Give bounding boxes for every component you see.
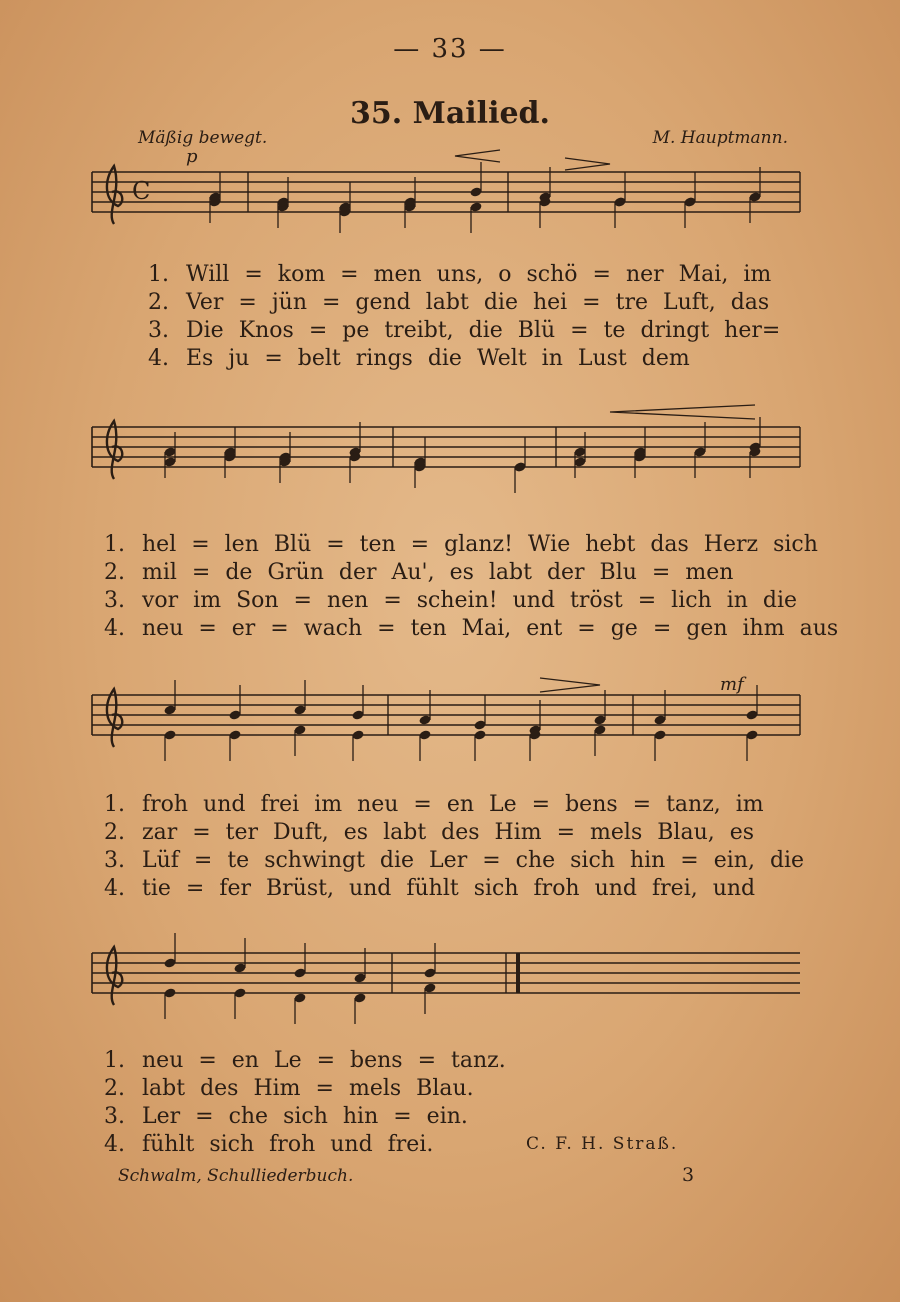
- verse-number: 3.: [104, 1104, 125, 1129]
- verse-line: [104, 1132, 433, 1157]
- verse-text: Ver = jün = gend labt die hei = tre Luft, das: [186, 290, 770, 315]
- verse-line: [104, 1076, 474, 1101]
- dynamic-marking: mf: [720, 674, 744, 695]
- treble-clef-icon: [107, 689, 122, 747]
- verse-line: [148, 290, 769, 315]
- verse-number: 3.: [104, 588, 125, 613]
- treble-clef-icon: [107, 947, 122, 1005]
- verse-text: Die Knos = pe treibt, die Blü = te dringt her=: [186, 318, 781, 343]
- verse-line: [104, 820, 754, 845]
- decrescendo-hairpin-icon: [565, 158, 610, 170]
- verse-line: [148, 346, 690, 371]
- verse-number: 4.: [104, 1132, 125, 1157]
- verse-number: 2.: [104, 1076, 125, 1101]
- verse-line: [104, 588, 797, 613]
- verse-number: 1.: [104, 792, 125, 817]
- verse-text: Lüf = te schwingt die Ler = che sich hin = ein, die: [142, 848, 805, 873]
- poet-credit: C. F. H. Straß.: [526, 1134, 679, 1154]
- verse-text: mil = de Grün der Au', es labt der Blu = men: [142, 560, 734, 585]
- page-number: — 33 —: [393, 34, 507, 64]
- verse-line: [104, 1104, 468, 1129]
- verse-number: 1.: [148, 262, 169, 287]
- treble-clef-icon: [107, 166, 122, 224]
- verse-text: Will = kom = men uns, o schö = ner Mai, im: [186, 262, 772, 287]
- verse-line: [104, 532, 818, 557]
- song-title: 35. Mailied.: [350, 96, 550, 131]
- verse-line: [148, 318, 780, 343]
- time-signature-icon: C: [132, 177, 151, 205]
- verse-text: neu = en Le = bens = tanz.: [142, 1048, 506, 1073]
- verse-line: [104, 848, 804, 873]
- verse-text: Es ju = belt rings die Welt in Lust dem: [186, 346, 690, 371]
- dynamic-marking: p: [186, 146, 198, 167]
- verse-number: 2.: [148, 290, 169, 315]
- verse-text: labt des Him = mels Blau.: [142, 1076, 474, 1101]
- verse-line: [104, 616, 838, 641]
- verse-number: 4.: [148, 346, 169, 371]
- verse-line: [104, 560, 733, 585]
- tempo-marking: Mäßig bewegt.: [138, 128, 268, 148]
- verse-text: zar = ter Duft, es labt des Him = mels Blau, es: [142, 820, 755, 845]
- verse-line: [148, 262, 771, 287]
- decrescendo-hairpin-icon: [540, 678, 600, 692]
- verse-line: [104, 1048, 506, 1073]
- verse-number: 4.: [104, 616, 125, 641]
- composer: M. Hauptmann.: [652, 128, 788, 148]
- treble-clef-icon: [107, 421, 122, 479]
- verse-line: [104, 792, 764, 817]
- book-title: Schwalm, Schulliederbuch.: [118, 1166, 354, 1186]
- verse-number: 1.: [104, 1048, 125, 1073]
- verse-text: froh und frei im neu = en Le = bens = tanz, im: [142, 792, 764, 817]
- verse-text: fühlt sich froh und frei.: [142, 1132, 434, 1157]
- crescendo-hairpin-icon: [455, 150, 500, 162]
- verse-text: neu = er = wach = ten Mai, ent = ge = gen ihm aus: [142, 616, 839, 641]
- verse-number: 2.: [104, 560, 125, 585]
- verse-text: Ler = che sich hin = ein.: [142, 1104, 468, 1129]
- verse-number: 3.: [104, 848, 125, 873]
- verse-number: 2.: [104, 820, 125, 845]
- sheet-signature: 3: [682, 1164, 695, 1186]
- verse-number: 1.: [104, 532, 125, 557]
- verse-line: [104, 876, 755, 901]
- verse-text: hel = len Blü = ten = glanz! Wie hebt das Herz sich: [142, 532, 818, 557]
- verse-text: tie = fer Brüst, und fühlt sich froh und frei, und: [142, 876, 756, 901]
- crescendo-hairpin-icon: [610, 405, 755, 419]
- verse-number: 3.: [148, 318, 169, 343]
- verse-number: 4.: [104, 876, 125, 901]
- verse-text: vor im Son = nen = schein! und tröst = lich in die: [142, 588, 798, 613]
